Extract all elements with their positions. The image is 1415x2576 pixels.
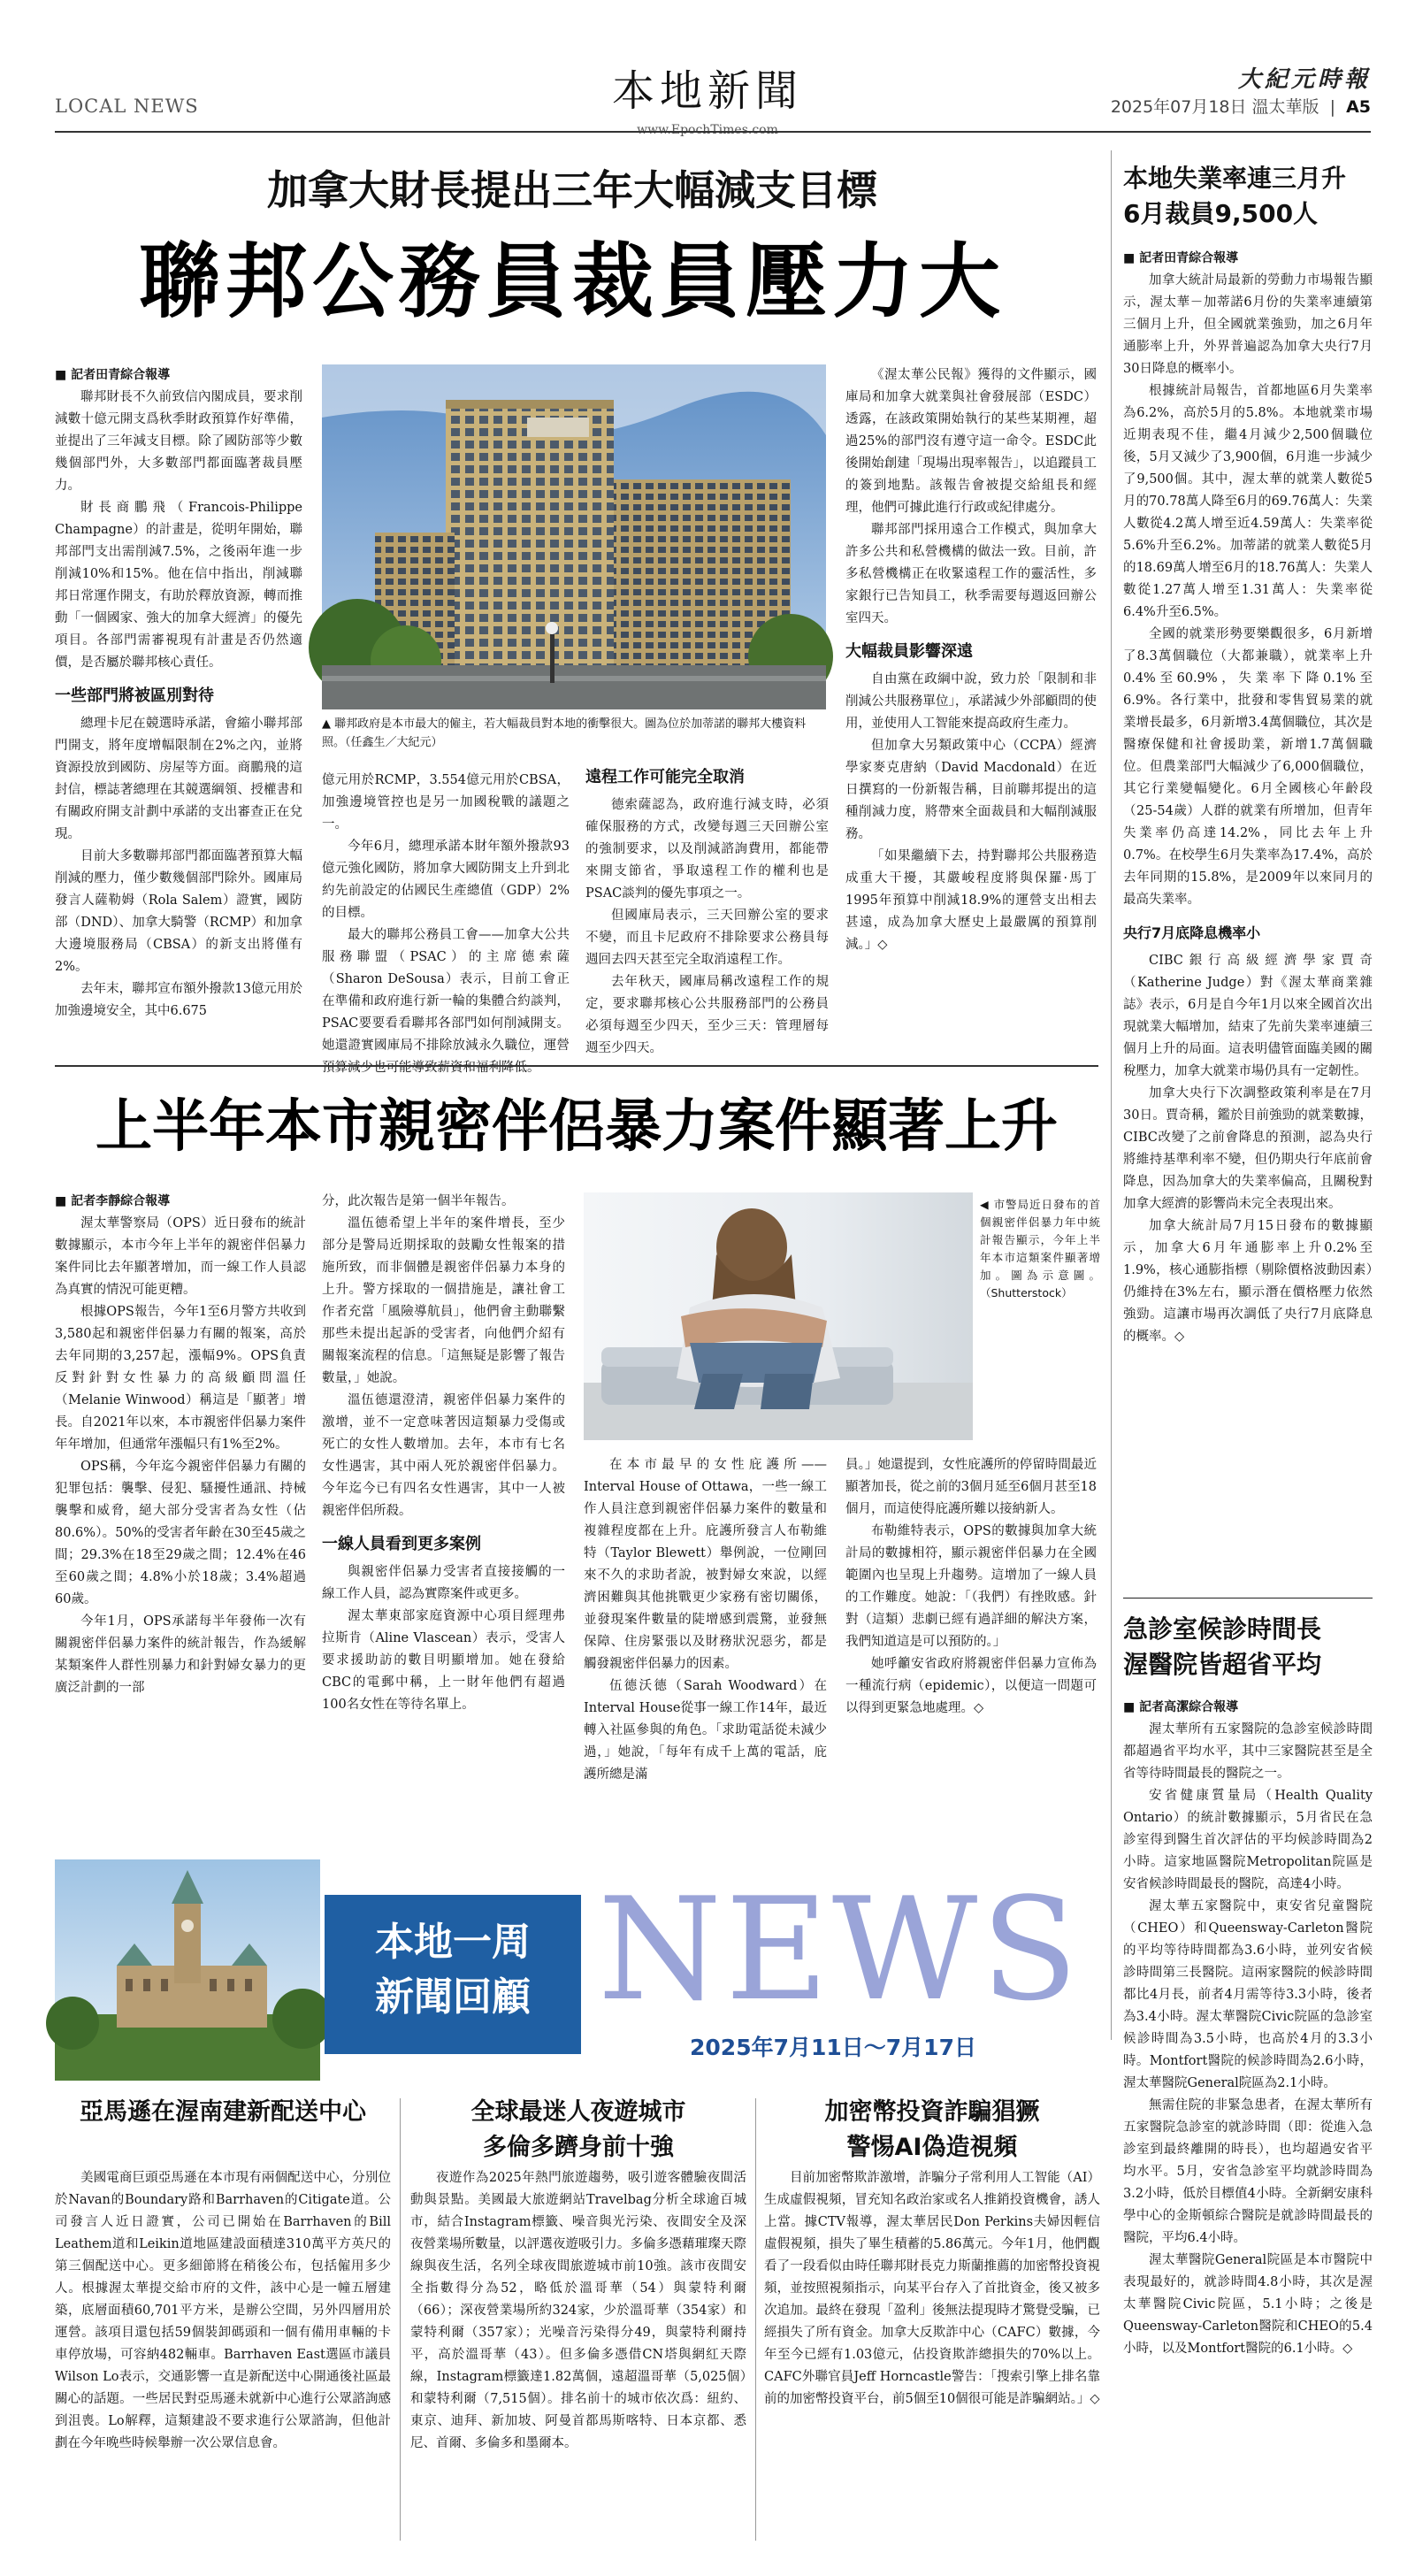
paragraph: 總理卡尼在競選時承諾，會縮小聯邦部門開支，將年度增幅限制在2%之內，並將資源投放到國防、房屋等方面。商鵬飛的這封信，標誌著總理在其競選綱領、授權書和有關政府開支計劃中承諾的支出審查正在兌現。 xyxy=(55,717,302,841)
sidebar1-headline: 本地失業率連三月升 6月裁員9,500人 xyxy=(1123,164,1347,228)
brief1-body xyxy=(55,2167,391,2548)
paragraph: 與親密伴侶暴力受害者直接接觸的一線工作人員，認為實際案件或更多。 xyxy=(322,1565,565,1601)
article2-photo xyxy=(584,1192,973,1440)
article1-column-2 xyxy=(322,770,570,1075)
brief2-body xyxy=(410,2167,746,2548)
federal-building-image xyxy=(322,364,826,709)
paragraph: 最大的聯邦公務員工會——加拿大公共服務聯盟（PSAC）的主席德索薩（Sharon DeSousa）表示，目前工會正在準備和政府進行新一輪的集體合約談判，PSAC要要看看聯邦各部門如何削減開支。她還證實國庫局不排除放減永久職位，運營預算減少也可能導致薪資和福利降低。 xyxy=(322,928,570,1075)
article1-byline: ■ 記者田青綜合報導 xyxy=(55,368,171,382)
paragraph: 但國庫局表示，三天回辦公室的要求不變，而且卡尼政府不排除要求公務員每週回去四天甚至完全取消遠程工作。 xyxy=(585,908,829,967)
brief1-headline: 亞馬遜在渥南建新配送中心 xyxy=(80,2098,366,2126)
sidebar1-byline: ■ 記者田青綜合報導 xyxy=(1123,251,1239,265)
brief3-headline: 加密幣投資詐騙猖獗 警惕AI偽造視頻 xyxy=(824,2098,1040,2161)
brief3-body xyxy=(764,2167,1100,2548)
date-edition: 2025年07月18日 溫太華版 xyxy=(1110,97,1319,117)
weekly-news-banner xyxy=(55,1859,1098,2081)
paragraph: 目前大多數聯邦部門都面臨著預算大幅削減的壓力，僅少數幾個部門除外。國庫局發言人薩勒姆（Rola Salem）證實，國防部（DND）、加拿大騎警（RCMP）和加拿大邊境服務局（CBSA）的新支出將僅有2%。 xyxy=(55,849,302,974)
article2-byline: ■ 記者李靜綜合報導 xyxy=(55,1194,171,1208)
section-label-en: LOCAL NEWS xyxy=(55,96,199,117)
sad-woman-image xyxy=(584,1192,973,1440)
paragraph: 布勒維特表示，OPS的數據與加拿大統計局的數據相符，顯示親密伴侶暴力在全國範圍內也呈現上升趨勢。這增加了一線人員的工作難度。她說：「（我們）有挫敗感。針對（這類）悲劇已經有過詳細的解決方案，我們知道這是可以預防的。」 xyxy=(845,1524,1097,1649)
paragraph: 渥太華醫院General院區是本市醫院中表現最好的，就診時間4.8小時，其次是渥太華醫院Civic院區，5.1小時；之後是Queensway-Carleton醫院和CHEO的5.4小時，以及Montfort醫院的6.1小時。◇ xyxy=(1123,2253,1373,2356)
page-number: A5 xyxy=(1346,97,1371,117)
site-url: www.EpochTimes.com xyxy=(637,123,778,137)
article1-subhead-3: 大幅裁員影響深遠 xyxy=(845,642,973,661)
sidebar2-body xyxy=(1123,1697,1373,2548)
column-divider xyxy=(755,2098,756,2541)
paragraph: 夜遊作為2025年熱門旅遊趨勢，吸引遊客體驗夜間活動與景點。美國最大旅遊網站Travelbag分析全球逾百城市，結合Instagram標籤、噪音與光污染、夜間安全及深夜營業場所數量，以評選夜遊吸引力。多倫多憑藉璀璨天際線與夜生活，名列全球夜間旅遊城市前10強。該市夜間安全指數得分為52，略低於溫哥華（54）與蒙特利爾（66）；深夜營業場所約324家，少於溫哥華（354家）和蒙特利爾（357家）；光噪音污染得分49，與蒙特利爾持平，高於溫哥華（43）。但多倫多憑借CN塔與網紅天際線，Instagram標籤達1.82萬個，遠超溫哥華（5,025個）和蒙特利爾（7,515個）。排名前十的城市依次爲：紐約、東京、迪拜、新加坡、阿曼首都馬斯喀特、日本京都、悉尼、首爾、多倫多和墨爾本。 xyxy=(410,2171,746,2450)
paragraph: 目前加密幣欺詐激增，詐騙分子常利用人工智能（AI）生成虛假視頻，冒充知名政治家或名人推銷投資機會，誘人上當。據CTV報導，渥太華居民Don Perkins夫婦因輕信虛假視頻，損失了畢生積蓄的5.86萬元。今年1月，他們觀看了一段看似由時任聯邦財長克力斯蘭推薦的加密幣投資視頻，並按照視頻指示，向某平台存入了首批資金，後又被多次追加。最終在發現「盈利」後無法提現時才驚覺受騙，已經損失了所有資金。加拿大反欺詐中心（CAFC）數據，今年至今已經有1.03億元，佔投資欺詐總損失的70%以上。CAFC外聯官員Jeff Horncastle警告：「搜索引擎上排名靠前的加密幣投資平台，前5個至10個很可能是詐騙網站。」◇ xyxy=(764,2171,1100,2406)
paragraph: 渥太華五家醫院中，東安省兒童醫院（CHEO）和Queensway-Carleton醫院的平均等待時間都為3.6小時，並列安省候診時間第三長醫院。這兩家醫院的候診時間都比4月長，前者4月需等待3.3小時，後者為3.4小時。渥太華醫院Civic院區的急診室候診時間為3.5小時，也高於4月的3.3小時。Montfort醫院的候診時間為2.6小時，渥太華醫院General院區為2.1小時。 xyxy=(1123,1899,1373,2090)
sidebar2-headline: 急診室候診時間長 渥醫院皆超省平均 xyxy=(1123,1614,1322,1679)
paragraph: 在本市最早的女性庇護所——Interval House of Ottawa，一些一線工作人員注意到親密伴侶暴力案件的數量和複雜程度都在上升。庇護所發言人布勒維特（Taylor Blewett）舉例說，一位剛回來不久的求助者說，被對婦女來說，以經濟困難與其他挑戰更少家務有密切關係，並發現案件數量的陡增感到震驚，並發無保障、住房緊張以及財務狀況惡劣，都是觸發親密伴侶暴力的因素。 xyxy=(584,1458,827,1671)
paragraph: 渥太華所有五家醫院的急診室候診時間都超過省平均水平，其中三家醫院甚至是全省等待時間最長的醫院之一。 xyxy=(1123,1722,1373,1781)
paragraph: 溫伍德希望上半年的案件增長，至少部分是警局近期採取的鼓勵女性報案的措施所致，而非個體是親密伴侶暴力本身的上升。警方採取的一個措施是，讓社會工作者充當「風險導航員」，他們會主動聯繫那些未提出起訴的受害者，向他們介紹有關報案流程的信息。「這無疑是影響了報告數量，」她說。 xyxy=(322,1216,565,1385)
masthead-rule xyxy=(55,131,1371,133)
sidebar1-subhead: 央行7月底降息機率小 xyxy=(1123,924,1261,941)
article1-subhead-1: 一些部門將被區別對待 xyxy=(55,686,214,705)
section-rule xyxy=(55,1065,1098,1067)
weekly-title-line1: 本地一周 xyxy=(375,1920,531,1965)
article1-column-3 xyxy=(585,759,829,1054)
paragraph: OPS稱，今年迄今親密伴侶暴力有關的犯罪包括：襲擊、侵犯、騷擾性通訊、持械襲擊和威脅，絕大部分受害者為女性（佔80.6%）。50%的受害者年齡在30至45歲之間；29.3%在18至29歲之間；12.4%在46至60歲之間；4.8%小於18歲；3.4%超過60歲。 xyxy=(55,1460,306,1606)
article2-headline: 上半年本市親密伴侶暴力案件顯著上升 xyxy=(96,1094,1058,1160)
brief2-headline: 全球最迷人夜遊城市 多倫多躋身前十強 xyxy=(470,2098,686,2161)
paragraph: 今年1月，OPS承諾每半年發佈一次有關親密伴侶暴力案件的統計報告，作為緩解某類案件人群性別暴力和針對婦女暴力的更廣泛計劃的一部 xyxy=(55,1614,306,1695)
paragraph: 加拿大央行下次調整政策利率是在7月30日。賈奇稱，鑑於目前強勁的就業數據，CIBC改變了之前會降息的預測，認為央行將維持基準利率不變，但仍期央行年底前會降息，因為加拿大的失業率偏高，且關稅對加拿大經濟的影響尚未完全表現出來。 xyxy=(1123,1086,1373,1211)
paragraph: 渥太華東部家庭資源中心項目經理弗拉斯肯（Aline Vlascean）表示，受害人要求援助訪的數目明顯增加。她在發給CBC的電郵中稱，上一財年他們有超過100名女性在等待名單上。 xyxy=(322,1609,565,1712)
article1-photo xyxy=(322,364,826,709)
article1-subhead-2: 遠程工作可能完全取消 xyxy=(585,768,745,786)
masthead xyxy=(0,0,1415,137)
paragraph: 根據統計局報告，首都地區6月失業率為6.2%，高於5月的5.8%。本地就業市場近期表現不佳，繼4月減少2,500個職位後，5月又減少了3,900個，6月進一步減少了9,500個。其中，渥太華的就業人數從5月的70.78萬人降至6月的69.76萬人：失業人數從4.2萬人增至近4.59萬人：失業率從5.6%升至6.2%。加蒂諾的就業人數從5月的18.69萬人增至6月的18.76萬人：失業人數從1.27萬人增至1.31萬人：失業率從6.4%升至6.5%。 xyxy=(1123,384,1373,619)
sidebar2-byline: ■ 記者高潔綜合報導 xyxy=(1123,1700,1239,1714)
paragraph: 財長商鵬飛（Francois-Philippe Champagne）的計畫是，從明年開始，聯邦部門支出需削減7.5%，之後兩年進一步削減10%和15%。他在信中指出，削減聯邦日常運作開支，有助於釋放資源，轉而推動「一個國家、強大的加拿大經濟」的優先項目。各部門需審視現有計畫是否仍然適價，是否屬於聯邦核心責任。 xyxy=(55,501,302,670)
paragraph: 無需住院的非緊急患者，在渥太華所有五家醫院急診室的就診時間（即：從進入急診室到最終離開的時長），也均超過安省平均水平。5月，安省急診室平均就診時間為3.2小時，低於目標值4小時。全新網安康科學中心的金斯頓綜合醫院是就診時間最長的醫院，平均6.4小時。 xyxy=(1123,2098,1373,2245)
paragraph: 加拿大統計局最新的勞動力市場報告顯示，渥太華－加蒂諾6月份的失業率連續第三個月上升，但全國就業強勁，加之6月年通膨率上升，外界普遍認為加拿大央行7月30日降息的概率小。 xyxy=(1123,273,1373,376)
issue-date: 2025年07月18日 溫太華版 | A5 xyxy=(1110,97,1371,117)
article1-headline: 聯邦公務員裁員壓力大 xyxy=(138,234,1006,329)
column-divider xyxy=(400,2098,401,2541)
parliament-hill-image xyxy=(55,1859,320,2081)
article2-column-3 xyxy=(584,1454,827,1852)
weekly-title-line2: 新聞回顧 xyxy=(375,1974,531,2020)
paragraph: 溫伍德還澄清，親密伴侶暴力案件的激增，並不一定意味著因這類暴力受傷或死亡的女性人數增加。去年，本市有七名女性遇害，其中兩人死於親密伴侶暴力。今年迄今已有四名女性遇害，其中一人被親密伴侶所殺。 xyxy=(322,1393,565,1518)
paragraph: 伍德沃德（Sarah Woodward）在Interval House從事一線工作14年，最近轉入社區參與的角色。「求助電話從未減少過，」她說，「每年有成千上萬的電話，庇護所總是滿 xyxy=(584,1679,827,1782)
article1-kicker: 加拿大財長提出三年大幅減支目標 xyxy=(267,166,877,214)
paragraph: 《渥太華公民報》獲得的文件顯示，國庫局和加拿大就業與社會發展部（ESDC）透露，在該政策開始執行的某些某期裡，超過25%的部門沒有遵守這一命令。ESDC此後開始創建「現場出現率報告」，以追蹤員工的簽到地點。該報告會被提交給組長和經理，他們可據此進行行政或紀律處分。 xyxy=(845,368,1097,515)
newspaper-logo: 大紀元時報 xyxy=(1237,66,1371,93)
paragraph: CIBC銀行高級經濟學家賈奇（Katherine Judge）對《渥太華商業雜誌》表示，6月是自今年1月以來全國首次出現就業大幅增加，結束了先前失業率連續三個月上升的局面。這表明儘管面臨美國的關稅壓力，加拿大就業市場仍具有一定韌性。 xyxy=(1123,954,1373,1078)
article2-column-2 xyxy=(322,1191,565,1852)
paragraph: 安省健康質量局（Health Quality Ontario）的統計數據顯示，5月省民在急診室得到醫生首次評估的平均候診時間為2小時。這家地區醫院Metropolitan院區是安省候診時間最長的醫院，高達4小時。 xyxy=(1123,1789,1373,1891)
paragraph: 全國的就業形勢要樂觀很多，6月新增了8.3萬個職位（大都兼職），就業率上升0.4%至60.9%，失業率下降0.1%至6.9%。各行業中，批發和零售貿易業的就業增長最多，6月新增3.4萬個職位，其次是醫療保健和社會援助業，新增1.7萬個職位。但農業部門大幅減少了6,000個職位，其它行業變幅變化。6月全國核心年齡段（25-54歲）人群的就業有所增加，但青年失業率仍高達14.2%，同比去年上升0.7%。在校學生6月失業率為17.4%，高於去年同期的15.8%，是2009年以來同月的最高失業率。 xyxy=(1123,627,1373,907)
paragraph: 員。」她還提到，女性庇護所的停留時間最近顯著加長，從之前的3個月延至6個月甚至18個月，而這使得庇護所難以接納新人。 xyxy=(845,1458,1097,1516)
paragraph: 但加拿大另類政策中心（CCPA）經濟學家麥克唐納（David Macdonald）在近日撰寫的一份新報告稱，目前聯邦提出的這種削減力度，將帶來全面裁員和大幅削減服務。 xyxy=(845,739,1097,841)
article1-photo-caption: ▲ 聯邦政府是本市最大的僱主，若大幅裁員對本地的衝擊很大。圖為位於加蒂諾的聯邦大樓資料照。（任鑫生／大紀元） xyxy=(322,717,807,749)
paragraph: 分，此次報告是第一個半年報告。 xyxy=(322,1194,515,1208)
paragraph: 億元用於RCMP，3.554億元用於CBSA，加強邊境管控也是另一加國稅戰的議題之一。 xyxy=(322,773,570,832)
article2-subhead: 一線人員看到更多案例 xyxy=(322,1535,481,1553)
paragraph: 她呼籲安省政府將親密伴侶暴力宣佈為一種流行病（epidemic），以便這一問題可以得到更緊急地處理。◇ xyxy=(845,1657,1097,1715)
paragraph: 根據OPS報告，今年1至6月警方共收到3,580起和親密伴侶暴力有關的報案，高於去年同期的3,257起，漲幅9%。OPS負責反對針對女性暴力的高級顧問溫任（Melanie Winwood）稱這是「顯著」增長。自2021年以來，本市親密伴侶暴力案件年年增加，但通常年漲幅只有1%至2%。 xyxy=(55,1305,306,1452)
article2-photo-caption: ◀ 市警局近日發布的首個親密伴侶暴力年中統計報告顯示，今年上半年本市這類案件顯著增加。圖為示意圖。（Shutterstock） xyxy=(980,1198,1100,1300)
article1-column-1 xyxy=(55,364,302,1054)
paragraph: 聯邦財長不久前致信內閣成員，要求削減數十億元開支爲秋季財政預算作好準備，並提出了三年減支目標。除了國防部等少數幾個部門外，大多數部門都面臨著裁員壓力。 xyxy=(55,390,302,493)
section-title: 本地新聞 xyxy=(611,66,803,116)
paragraph: 去年末，聯邦宣布額外撥款13億元用於加強邊境安全，其中6.675 xyxy=(55,982,302,1018)
paragraph: 去年秋天，國庫局稱改遠程工作的規定，要求聯邦核心公共服務部門的公務員必須每週至少四天，至少三天：管理層每週至少四天。 xyxy=(585,975,829,1055)
paragraph: 德索薩認為，政府進行減支時，必須確保服務的方式，改變每週三天回辦公室的強制要求，以及削減諮詢費用，都能帶來開支節省，爭取遠程工作的權利也是PSAC談判的優先事項之一。 xyxy=(585,798,829,901)
weekly-date-range: 2025年7月11日～7月17日 xyxy=(690,2035,976,2060)
paragraph: 今年6月，總理承諾本財年額外撥款93億元強化國防，將加拿大國防開支上升到北約先前設定的佔國民生產總值（GDP）2%的目標。 xyxy=(322,840,570,920)
paragraph: 自由黨在政綱中說，致力於「限制和非削減公共服務單位」，承諾減少外部顧問的使用，並使用人工智能來提高政府生產力。 xyxy=(845,672,1097,731)
paragraph: 「如果繼續下去，持對聯邦公共服務造成重大干擾，其嚴峻程度將與保羅·馬丁1995年預算中削減18.9%的運營支出相去甚遠，成為加拿大歷史上最嚴厲的預算削減。」◇ xyxy=(845,849,1097,952)
paragraph: 加拿大統計局7月15日發布的數據顯示，加拿大6月年通膨率上升0.2%至1.9%，核心通膨指標（剔除價格波動因素）仍維持在3%左右，顯示潛在價格壓力依然強勁。這讓市場再次調低了央行7月底降息的概率。◇ xyxy=(1123,1219,1373,1344)
article2-column-4 xyxy=(845,1454,1097,1852)
article1-column-4 xyxy=(845,364,1097,1054)
paragraph: 美國電商巨頭亞馬遜在本市現有兩個配送中心，分別位於Navan的Boundary路和Barrhaven的Citigate道。公司發言人近日證實，公司已開始在Barrhaven的Bill Leathem道和Leikin道地區建設面積達310萬平方英尺的第三個配送中心。更多細節將在稍後公布，包括僱用多少人。根據渥太華提交給市府的文件，該中心是一幢五層建築，底層面積60,701平方米，是辦公空間，另外四層用於運營。該項目還包括59個裝卸碼頭和一個有備用車輛的卡車停放場，可容納482輛車。Barrhaven East選區市議員Wilson Lo表示，交通影響一直是新配送中心開通後社區最關心的話題。一些居民對亞馬遜未就新中心進行公眾諮詢感到沮喪。Lo解釋，這類建設不要求進行公眾諮詢，但他計劃在今年晚些時候舉辦一次公眾信息會。 xyxy=(55,2171,391,2450)
column-divider xyxy=(1111,150,1112,2040)
news-wordmark: NEWS xyxy=(598,1867,1082,2032)
paragraph: 聯邦部門採用遠合工作模式，與加拿大許多公共和私營機構的做法一致。目前，許多私營機構正在收緊遠程工作的靈活性，多家銀行已告知員工，秋季需要每週返回辦公室四天。 xyxy=(845,523,1097,625)
sidebar1-body xyxy=(1123,248,1373,1592)
article2-column-1 xyxy=(55,1191,306,1852)
paragraph: 渥太華警察局（OPS）近日發布的統計數據顯示，本市今年上半年的親密伴侶暴力案件同比去年顯著增加，而一線工作人員認為真實的情況可能更糟。 xyxy=(55,1216,306,1297)
